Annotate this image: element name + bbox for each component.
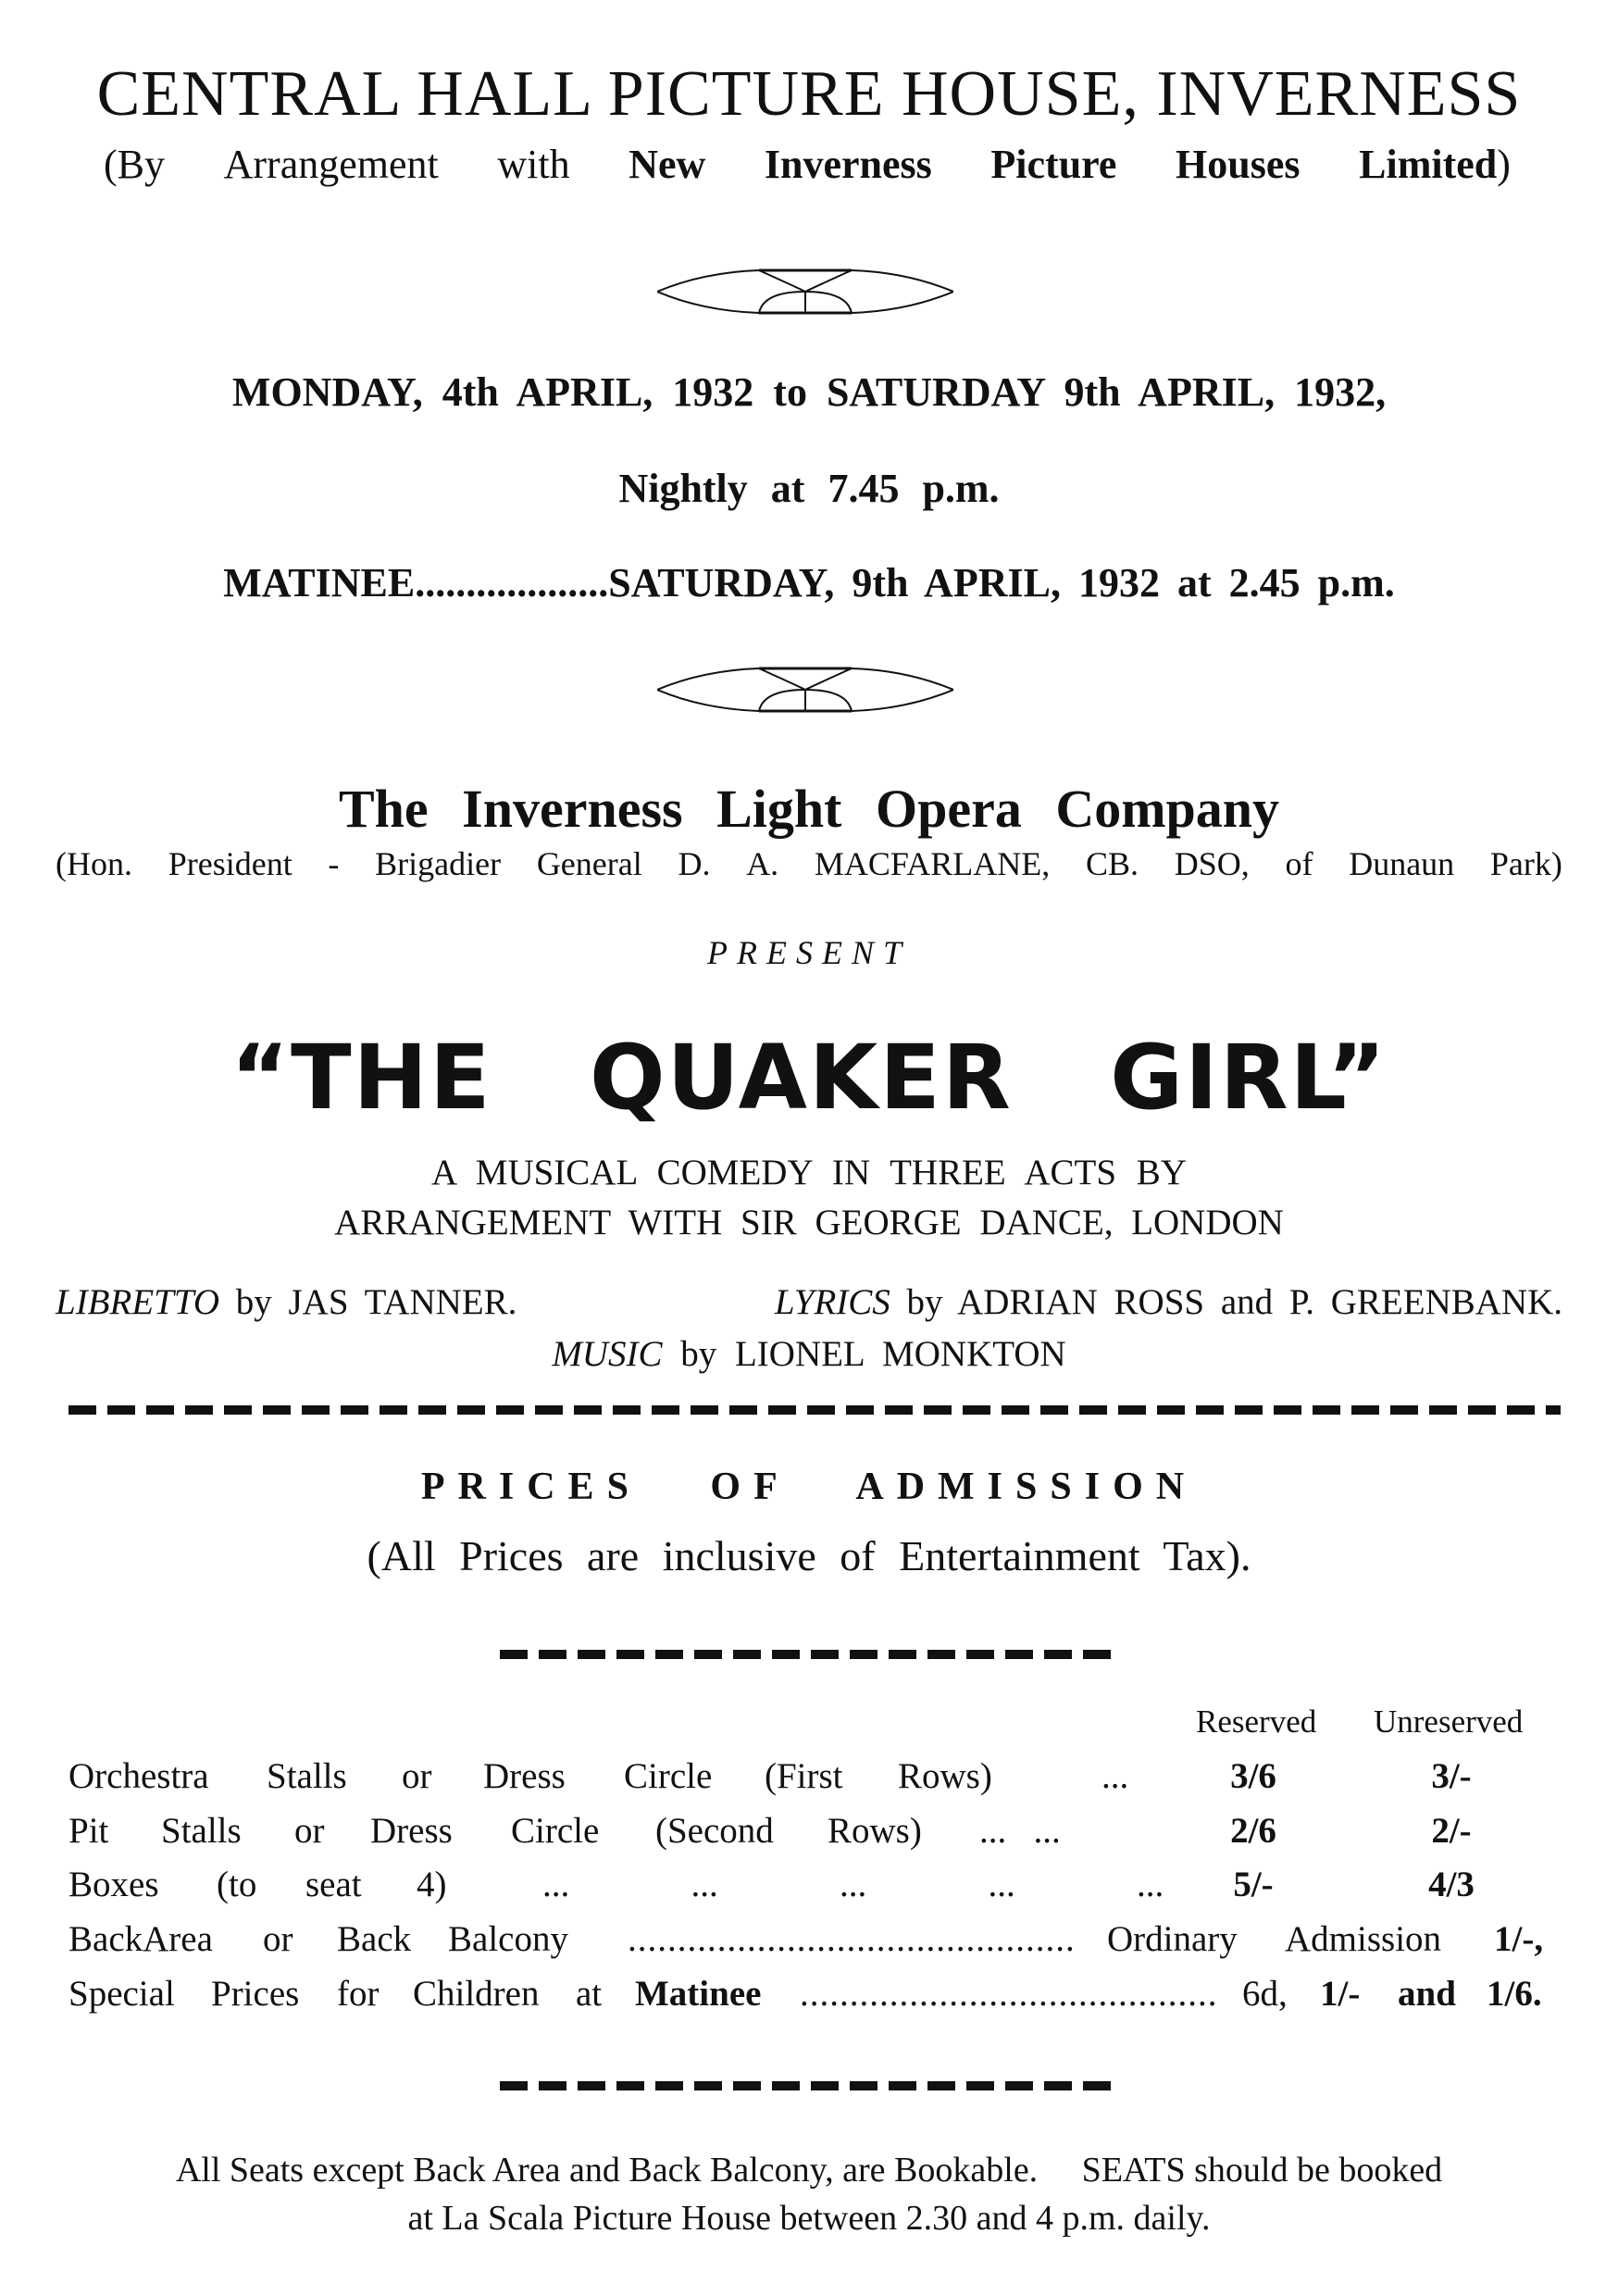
row-word: Circle — [511, 1811, 600, 1851]
column-header-unreserved: Unreserved — [1374, 1703, 1524, 1740]
row-word: 4) — [417, 1865, 447, 1904]
footer-booking-line-1: All Seats except Back Area and Back Balcony, are Bookable. SEATS should be booked — [175, 2151, 1443, 2190]
row-word: Ordinary — [1107, 1919, 1238, 1959]
ornament-divider-1 — [657, 259, 953, 324]
row-word: at — [576, 1974, 603, 2014]
row-dots: ............................................. — [628, 1919, 1076, 1959]
price-row-boxes — [68, 1864, 1550, 1910]
arrangement-word: Arrangement — [223, 142, 439, 187]
price-row-orchestra — [68, 1755, 1550, 1802]
dashed-rule-short-2 — [500, 2081, 1111, 2090]
row-word: Circle — [624, 1756, 713, 1796]
dashed-rule-long — [68, 1405, 1561, 1415]
row-word: Rows) — [898, 1756, 992, 1796]
row-word: Stalls — [161, 1811, 242, 1851]
row-word: Dress — [370, 1811, 453, 1851]
arrangement-open: (By — [104, 142, 165, 187]
row-word: Rows) — [828, 1811, 922, 1851]
price-row-pit — [68, 1810, 1550, 1856]
row-word: or — [263, 1919, 293, 1959]
children-price-1s6d: 1/6. — [1487, 1974, 1542, 2014]
company-word: Inverness — [764, 142, 932, 187]
row-word: (First — [765, 1756, 843, 1796]
back-area-price: 1/-, — [1494, 1919, 1544, 1959]
row-dots: ... ... — [979, 1811, 1061, 1851]
row-word: or — [294, 1811, 325, 1851]
president-word: (Hon. — [56, 845, 132, 882]
company-word: Picture — [990, 142, 1117, 187]
president-word: D. — [678, 845, 711, 882]
row-word: (Second — [655, 1811, 774, 1851]
company-word: New — [629, 142, 706, 187]
company-word-last: Limited) — [1359, 142, 1511, 187]
row-word: Prices — [211, 1974, 300, 2014]
company-name: The Inverness Light Opera Company — [338, 779, 1280, 839]
libretto-label: LIBRETTO — [56, 1282, 219, 1322]
president-word: A. — [746, 845, 779, 882]
show-subtitle-2: ARRANGEMENT WITH SIR GEORGE DANCE, LONDON — [334, 1203, 1284, 1242]
president-word: Brigadier — [375, 845, 502, 882]
row-word: BackArea — [68, 1919, 213, 1959]
lyrics-label: LYRICS — [774, 1282, 890, 1322]
present-label: PRESENT — [707, 934, 911, 971]
show-subtitle-1: A MUSICAL COMEDY IN THREE ACTS BY — [431, 1153, 1187, 1192]
row-word: Children — [413, 1974, 540, 2014]
president-word: DSO, — [1174, 845, 1250, 882]
row-word: Dress — [483, 1756, 566, 1796]
president-word: General — [536, 845, 642, 882]
row-word: Boxes — [68, 1865, 159, 1904]
column-header-reserved: Reserved — [1196, 1703, 1317, 1740]
row-word: Orchestra — [68, 1756, 209, 1796]
children-price-6d: 6d, — [1242, 1974, 1288, 2014]
venue-title: CENTRAL HALL PICTURE HOUSE, INVERNESS — [96, 58, 1522, 130]
president-word: - — [328, 845, 340, 882]
row-word: Back — [337, 1919, 412, 1959]
president-word: CB. — [1085, 845, 1139, 882]
row-word: Pit — [68, 1811, 109, 1851]
row-word: or — [402, 1756, 432, 1796]
prices-tax-note: (All Prices are inclusive of Entertainment Tax). — [367, 1532, 1251, 1579]
president-word: Dunaun — [1349, 845, 1455, 882]
show-title: “THE QUAKER GIRL” — [230, 1026, 1388, 1129]
price-unreserved: 4/3 — [1428, 1865, 1475, 1904]
run-dates: MONDAY, 4th APRIL, 1932 to SATURDAY 9th APRIL, 1932, — [231, 369, 1387, 415]
music-credit — [0, 1333, 1618, 1375]
children-matinee: Matinee — [635, 1974, 762, 2014]
music-label: MUSIC — [552, 1334, 663, 1374]
president-word: President — [168, 845, 292, 882]
president-word: Park) — [1489, 845, 1562, 882]
row-word: Special — [68, 1974, 175, 2014]
row-word: seat — [305, 1865, 362, 1904]
president-word: of — [1285, 845, 1313, 882]
lyrics-credit — [775, 1281, 1562, 1323]
company-word: Houses — [1176, 142, 1301, 187]
prices-heading: PRICES OF ADMISSION — [420, 1466, 1198, 1508]
row-word: Admission — [1285, 1919, 1442, 1959]
matinee-time: MATINEE...................SATURDAY, 9th APRIL, 1932 at 2.45 p.m. — [223, 560, 1395, 605]
price-row-children — [68, 1973, 1550, 2019]
row-word: Stalls — [267, 1756, 347, 1796]
libretto-credit — [56, 1281, 517, 1323]
children-and: and — [1398, 1974, 1456, 2014]
music-author: by LIONEL MONKTON — [680, 1334, 1066, 1374]
lyrics-author: by ADRIAN ROSS and P. GREENBANK. — [906, 1282, 1562, 1322]
price-reserved: 5/- — [1233, 1865, 1274, 1904]
price-reserved: 3/6 — [1230, 1756, 1276, 1796]
price-unreserved: 3/- — [1431, 1756, 1472, 1796]
libretto-author: by JAS TANNER. — [235, 1282, 517, 1322]
arrangement-word: with — [497, 142, 570, 187]
price-unreserved: 2/- — [1431, 1811, 1472, 1851]
nightly-time: Nightly at 7.45 p.m. — [618, 466, 1000, 511]
ornament-divider-2 — [657, 657, 953, 722]
row-dots: ... ... ... ... ... — [542, 1865, 1164, 1904]
price-row-back-area — [68, 1918, 1550, 1965]
row-word: Balcony — [448, 1919, 568, 1959]
arrangement-line — [104, 141, 1511, 188]
hon-president-line — [56, 844, 1562, 883]
row-dots: .......................................... — [800, 1974, 1218, 2014]
footer-booking-line-2: at La Scala Picture House between 2.30 and 4 p.m. daily. — [407, 2199, 1211, 2238]
row-dots: ... — [1101, 1756, 1129, 1796]
row-word: for — [337, 1974, 380, 2014]
dashed-rule-short-1 — [500, 1650, 1111, 1659]
president-word: MACFARLANE, — [814, 845, 1051, 882]
row-word: (to — [217, 1865, 257, 1904]
price-reserved: 2/6 — [1230, 1811, 1276, 1851]
children-price-1s: 1/- — [1320, 1974, 1361, 2014]
